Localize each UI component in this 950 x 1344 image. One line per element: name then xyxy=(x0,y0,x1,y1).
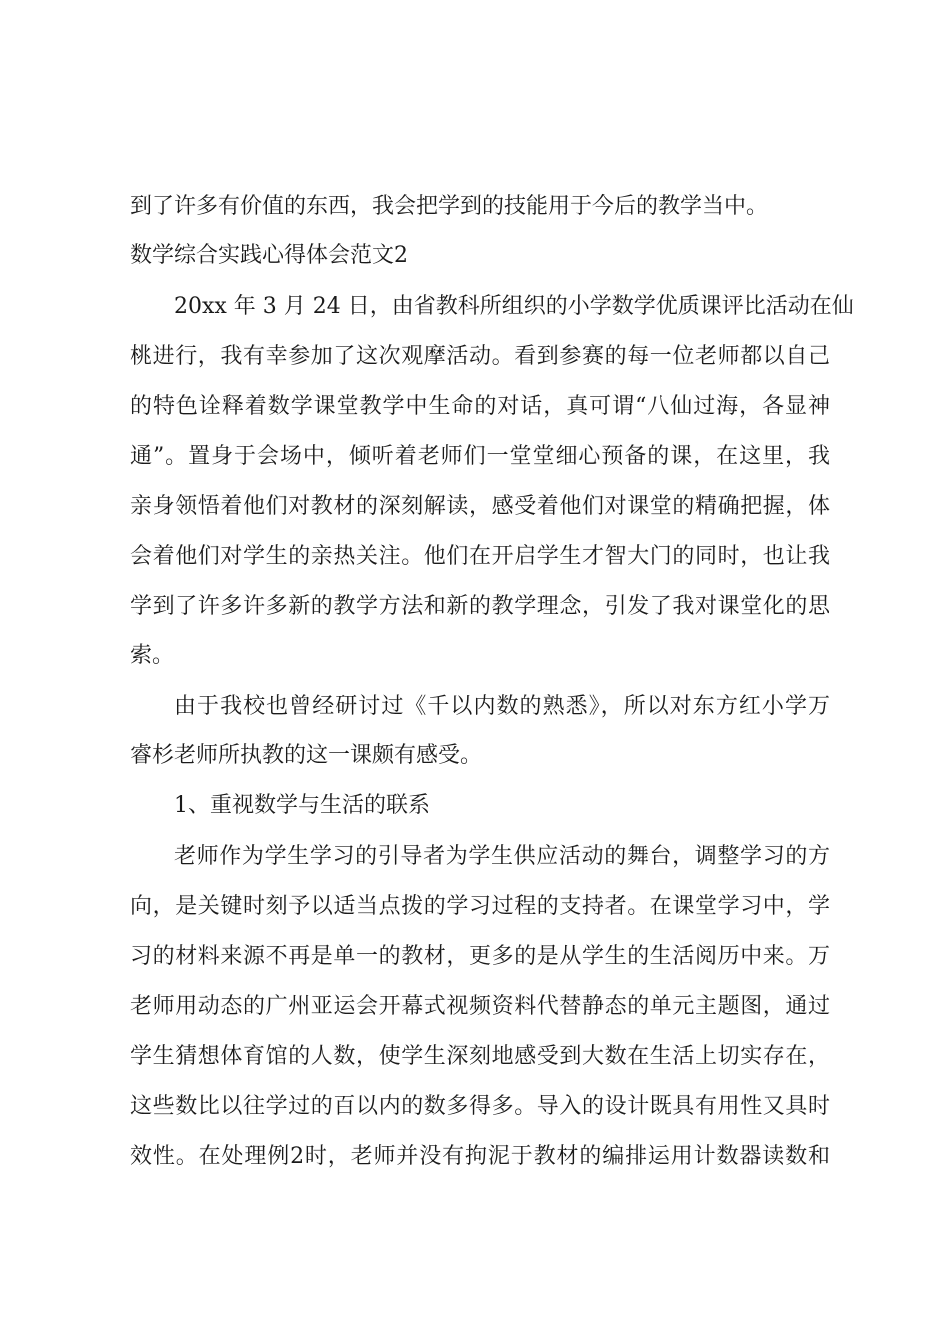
text-line: 20xx 年 3 月 24 日，由省教科所组织的小学数学优质课评比活动在仙 xyxy=(174,294,854,319)
text-line: 这些数比以往学过的百以内的数多得多。导入的设计既具有用性又具时 xyxy=(130,1094,830,1119)
text-line: 到了许多有价值的东西，我会把学到的技能用于今后的教学当中。 xyxy=(130,194,769,219)
text-line: 效性。在处理例2时，老师并没有拘泥于教材的编排运用计数器读数和 xyxy=(130,1144,830,1169)
text-line: 老师作为学生学习的引导者为学生供应活动的舞台，调整学习的方 xyxy=(174,844,830,869)
section-heading: 数学综合实践心得体会范文2 xyxy=(130,243,408,268)
text-line: 学生猜想体育馆的人数，使学生深刻地感受到大数在生活上切实存在， xyxy=(130,1044,830,1069)
text-line: 学到了许多许多新的教学方法和新的教学理念，引发了我对课堂化的思 xyxy=(130,594,830,619)
text-line: 通”。置身于会场中，倾听着老师们一堂堂细心预备的课，在这里，我 xyxy=(130,444,830,469)
text-line: 由于我校也曾经研讨过《千以内数的熟悉》，所以对东方红小学万 xyxy=(174,694,830,719)
text-line: 亲身领悟着他们对教材的深刻解读，感受着他们对课堂的精确把握，体 xyxy=(130,494,830,519)
text-line: 向，是关键时刻予以适当点拨的学习过程的支持者。在课堂学习中，学 xyxy=(130,894,830,919)
text-line: 会着他们对学生的亲热关注。他们在开启学生才智大门的同时，也让我 xyxy=(130,544,830,569)
text-line: 老师用动态的广州亚运会开幕式视频资料代替静态的单元主题图，通过 xyxy=(130,994,830,1019)
text-line: 睿杉老师所执教的这一课颇有感受。 xyxy=(130,743,483,768)
numbered-heading: 1、重视数学与生活的联系 xyxy=(174,793,430,818)
text-line: 桃进行，我有幸参加了这次观摩活动。看到参赛的每一位老师都以自己 xyxy=(130,344,830,369)
text-line: 索。 xyxy=(130,643,175,668)
text-line: 的特色诠释着数学课堂教学中生命的对话，真可谓“八仙过海，各显神 xyxy=(130,394,830,419)
text-line: 习的材料来源不再是单一的教材，更多的是从学生的生活阅历中来。万 xyxy=(130,944,830,969)
